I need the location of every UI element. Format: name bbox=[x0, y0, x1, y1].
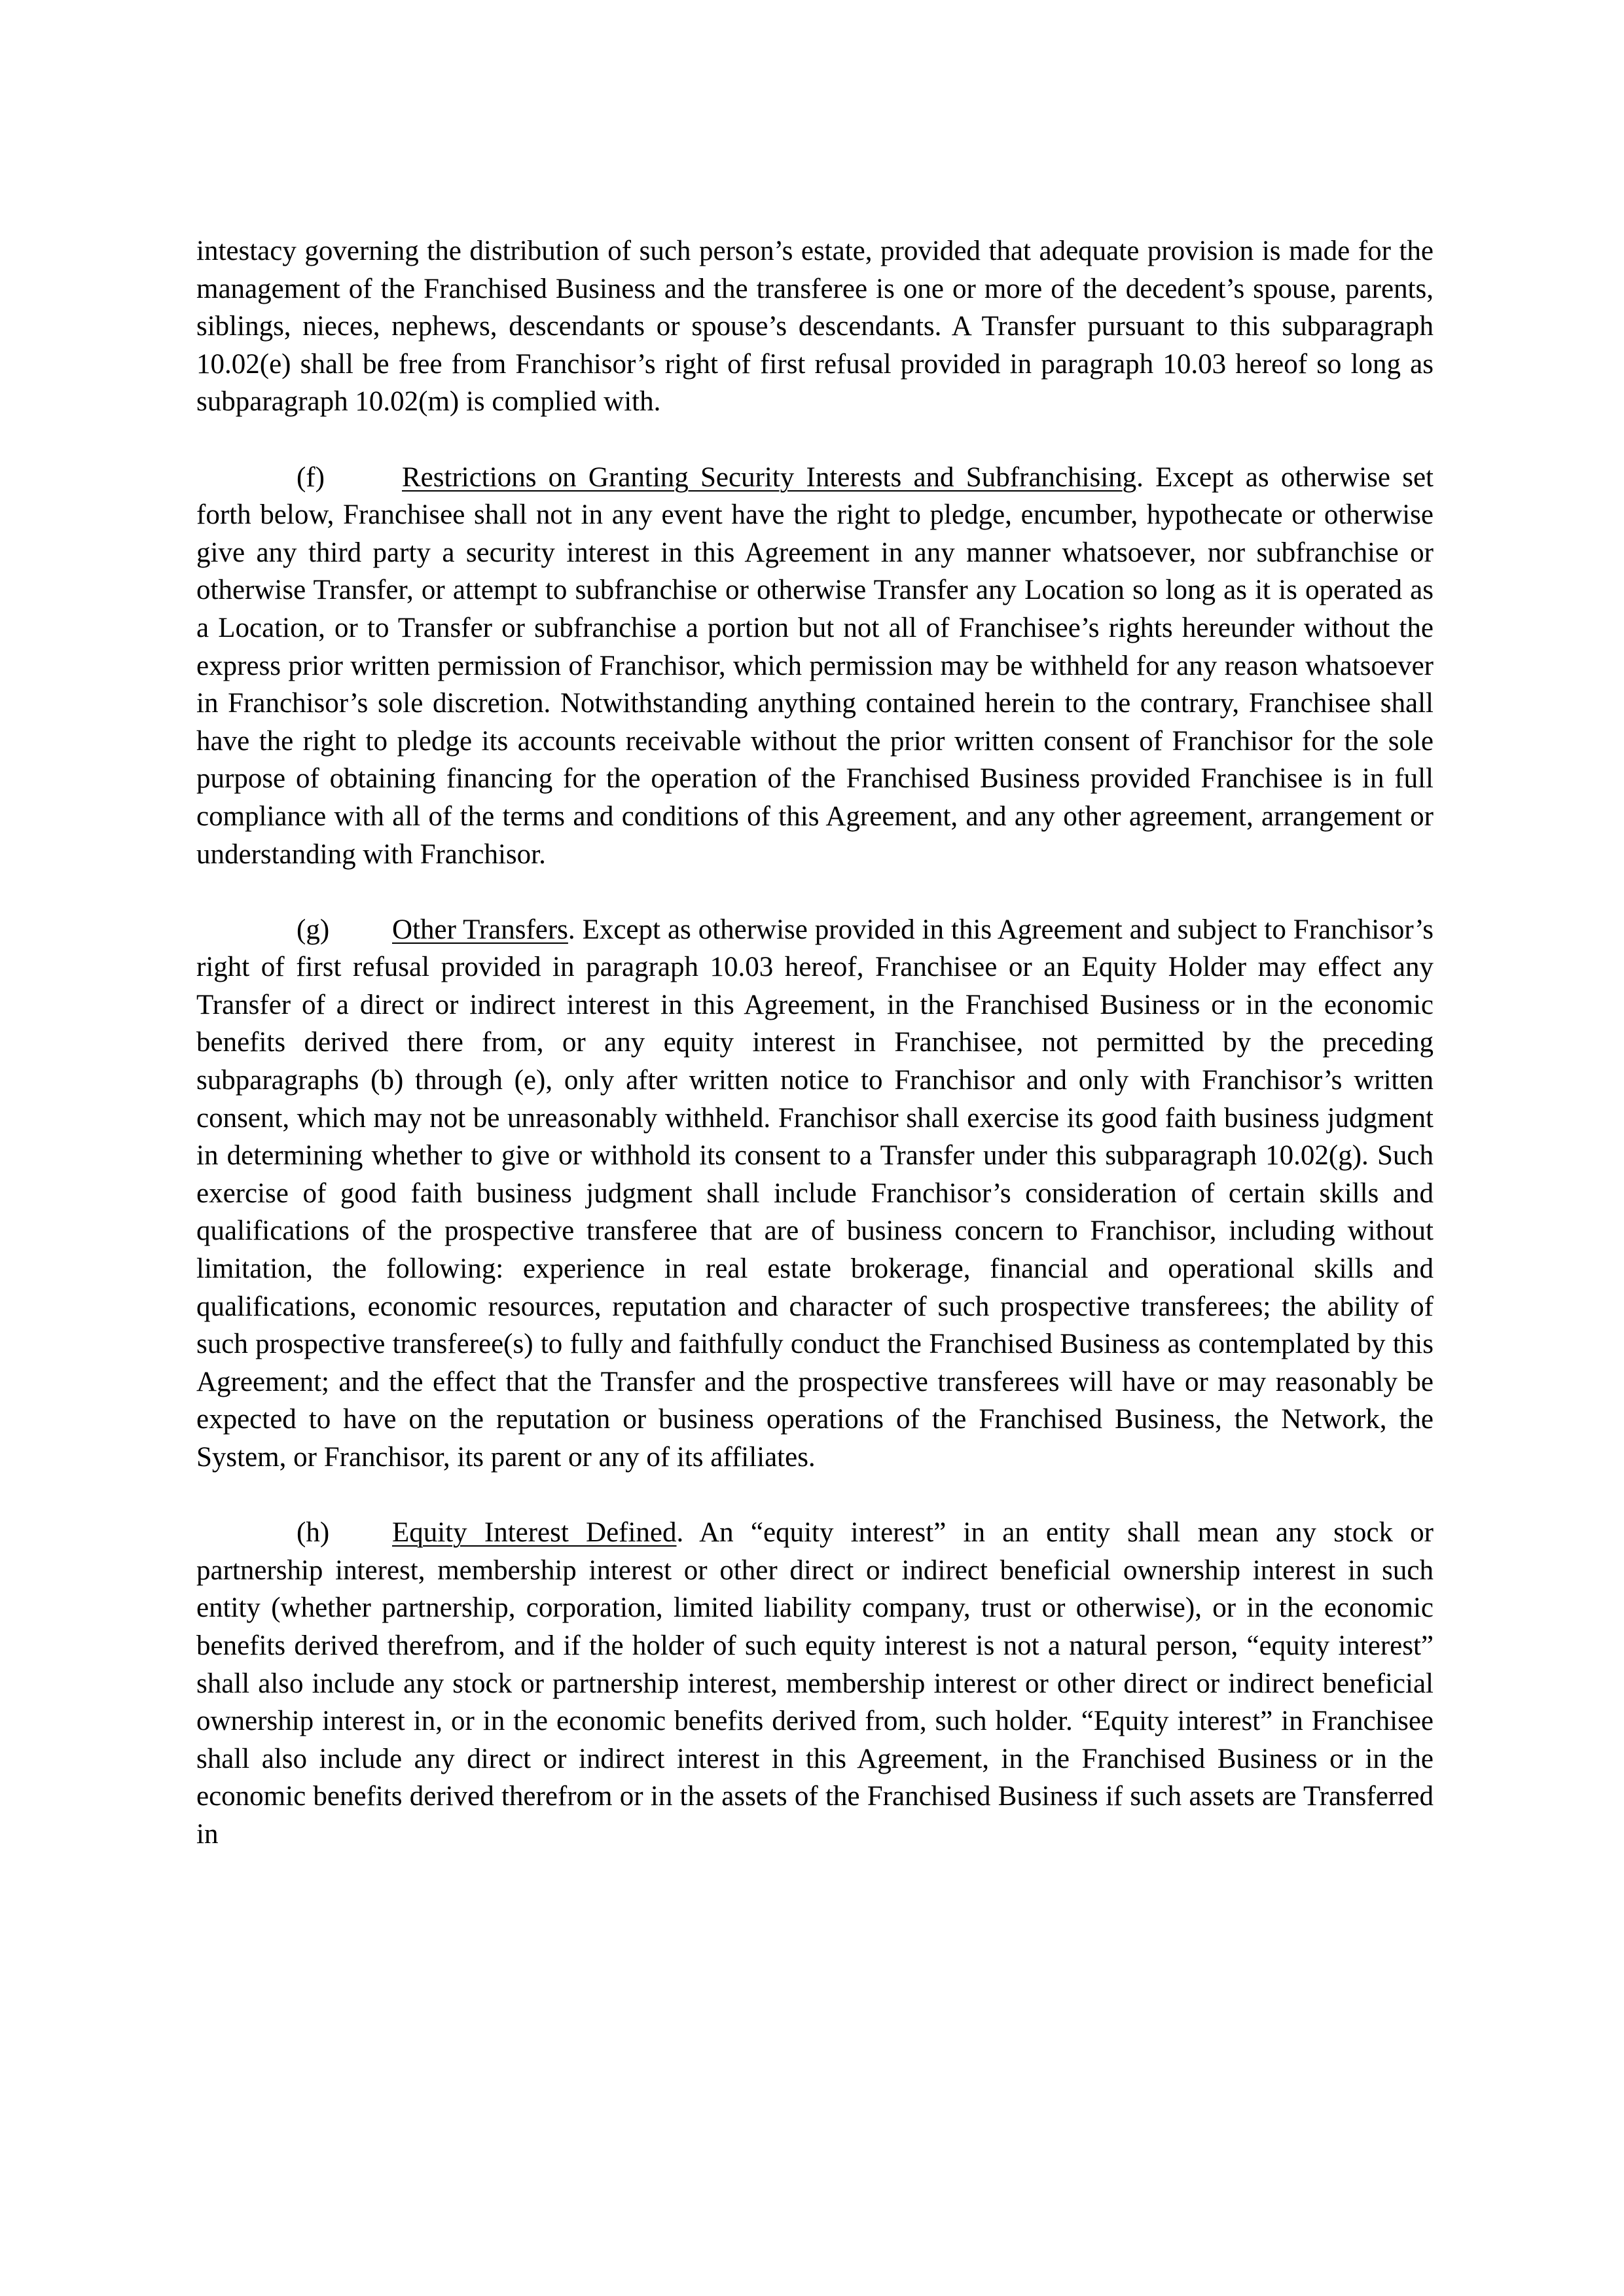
paragraph-heading: Other Transfers bbox=[392, 914, 568, 945]
paragraph-text: . Except as otherwise provided in this Agreement and subject to Franchisor’s right of first refusal provided in paragraph 10.03 hereof, Franchisee or an Equity Holder may effect any Transfer of a direct or indirect interest in this Agreement, in the Franchised Business or in the economic benefits derived there from, or any equity interest in Franchisee, not permitted by the preceding subparagraphs (b) through (e), only after written notice to Franchisor and only with Franchisor’s written consent, which may not be unreasonably withheld. Franchisor shall exercise its good faith business judgment in determining whether to give or withhold its consent to a Transfer under this subparagraph 10.02(g). Such exercise of good faith business judgment shall include Franchisor’s consideration of certain skills and qualifications of the prospective transferee that are of business concern to Franchisor, including without limitation, the following: experience in real estate brokerage, financial and operational skills and qualifications, economic resources, reputation and character of such prospective transferees; the ability of such prospective transferee(s) to fully and faithfully conduct the Franchised Business as contemplated by this Agreement; and the effect that the Transfer and the prospective transferees will have or may reasonably be expected to have on the reputation or business operations of the Franchised Business, the Network, the System, or Franchisor, its parent or any of its affiliates. bbox=[196, 914, 1434, 1473]
paragraph-g bbox=[196, 911, 1434, 1477]
paragraph-f bbox=[196, 459, 1434, 874]
paragraph-heading: Restrictions on Granting Security Interests and Subfranchising bbox=[402, 461, 1137, 493]
paragraph-marker: (g) bbox=[297, 914, 330, 945]
paragraph-h bbox=[196, 1514, 1434, 1853]
paragraph-text: intestacy governing the distribution of such person’s estate, provided that adequate provision is made for the management of the Franchised Business and the transferee is one or more of the decedent’s spouse, parents, siblings, nieces, nephews, descendants or spouse’s descendants. A Transfer pursuant to this subparagraph 10.02(e) shall be free from Franchisor’s right of first refusal provided in paragraph 10.03 hereof so long as subparagraph 10.02(m) is complied with. bbox=[196, 236, 1434, 418]
paragraph-marker: (f) bbox=[297, 461, 325, 493]
paragraph-text: . Except as otherwise set forth below, Franchisee shall not in any event have the right to pledge, encumber, hypothecate or otherwise give any third party a security interest in this Agreement in any manner whatsoever, nor subfranchise or otherwise Transfer, or attempt to subfranchise or otherwise Transfer any Location so long as it is operated as a Location, or to Transfer or subfranchise a portion but not all of Franchisee’s rights hereunder without the express prior written permission of Franchisor, which permission may be withheld for any reason whatsoever in Franchisor’s sole discretion. Notwithstanding anything contained herein to the contrary, Franchisee shall have the right to pledge its accounts receivable without the prior written consent of Franchisor for the sole purpose of obtaining financing for the operation of the Franchised Business provided Franchisee is in full compliance with all of the terms and conditions of this Agreement, and any other agreement, arrangement or understanding with Franchisor. bbox=[196, 461, 1434, 870]
paragraph-e-continued bbox=[196, 232, 1434, 421]
paragraph-text: . An “equity interest” in an entity shall mean any stock or partnership interest, membership interest or other direct or indirect beneficial ownership interest in such entity (whether partnership, corporation, limited liability company, trust or otherwise), or in the economic benefits derived therefrom, and if the holder of such equity interest is not a natural person, “equity interest” shall also include any stock or partnership interest, membership interest or other direct or indirect beneficial ownership interest in, or in the economic benefits derived from, such holder. “Equity interest” in Franchisee shall also include any direct or indirect interest in this Agreement, in the Franchised Business or in the economic benefits derived therefrom or in the assets of the Franchised Business if such assets are Transferred in bbox=[196, 1517, 1434, 1850]
paragraph-heading: Equity Interest Defined bbox=[392, 1517, 677, 1549]
paragraph-marker: (h) bbox=[297, 1517, 330, 1549]
document-page bbox=[196, 232, 1434, 1854]
